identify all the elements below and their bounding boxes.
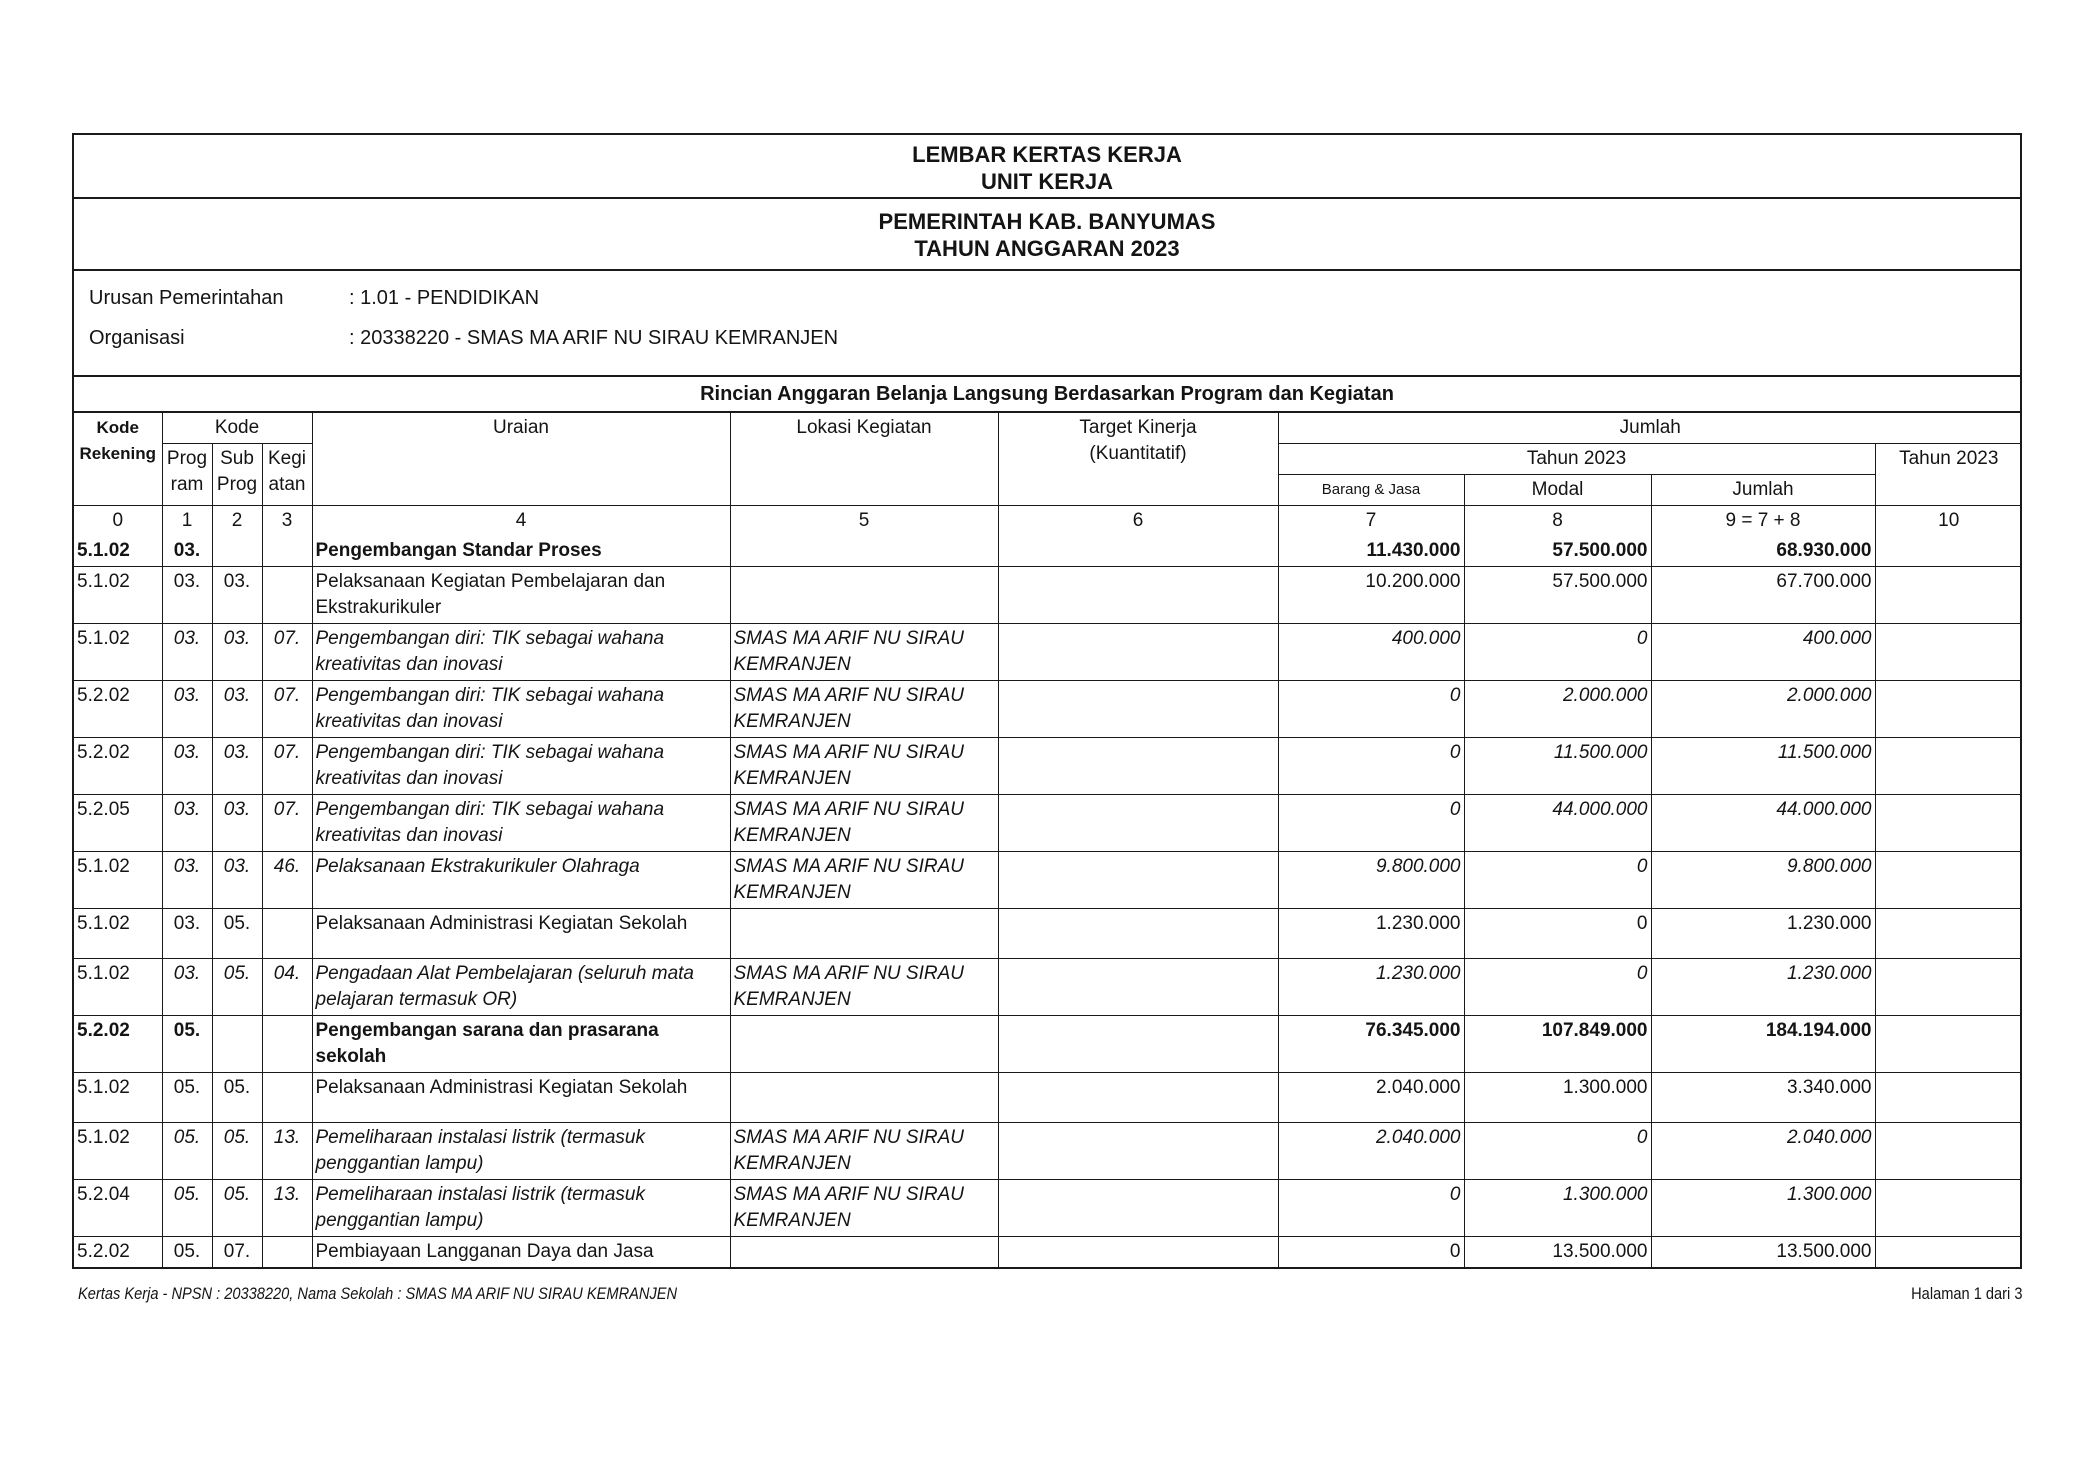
cell-modal: 1.300.000 xyxy=(1464,1073,1651,1123)
col-number: 0 xyxy=(74,506,162,537)
cell-lokasi: SMAS MA ARIF NU SIRAU KEMRANJEN xyxy=(730,738,998,795)
cell-kegiatan: 07. xyxy=(262,738,312,795)
cell-uraian: Pelaksanaan Ekstrakurikuler Olahraga xyxy=(312,852,730,909)
cell-program: 03. xyxy=(162,909,212,959)
col-program: Prog ram xyxy=(162,444,212,506)
cell-jumlah: 3.340.000 xyxy=(1651,1073,1875,1123)
cell-target xyxy=(998,536,1278,567)
cell-jumlah: 68.930.000 xyxy=(1651,536,1875,567)
cell-kode-rekening: 5.1.02 xyxy=(74,1123,162,1180)
cell-sub-program xyxy=(212,1016,262,1073)
cell-uraian: Pengembangan sarana dan prasarana sekolah xyxy=(312,1016,730,1073)
col-tahun: Tahun 2023 xyxy=(1278,444,1875,475)
cell-kegiatan xyxy=(262,1016,312,1073)
cell-lokasi: SMAS MA ARIF NU SIRAU KEMRANJEN xyxy=(730,1123,998,1180)
table-row xyxy=(74,1237,2022,1268)
col-number: 8 xyxy=(1464,506,1651,537)
cell-tahun-next xyxy=(1875,681,2022,738)
cell-tahun-next xyxy=(1875,1123,2022,1180)
cell-uraian: Pengembangan diri: TIK sebagai wahana kreativitas dan inovasi xyxy=(312,738,730,795)
cell-uraian: Pelaksanaan Kegiatan Pembelajaran dan Ekstrakurikuler xyxy=(312,567,730,624)
cell-tahun-next xyxy=(1875,795,2022,852)
table-row xyxy=(74,1123,2022,1180)
header-fiscal-year: TAHUN ANGGARAN 2023 xyxy=(914,236,1180,261)
cell-jumlah: 1.300.000 xyxy=(1651,1180,1875,1237)
col-number: 4 xyxy=(312,506,730,537)
column-number-row xyxy=(74,506,2022,537)
col-modal: Modal xyxy=(1464,475,1651,506)
header-government: PEMERINTAH KAB. BANYUMAS xyxy=(878,209,1216,234)
col-jumlah: Jumlah xyxy=(1278,413,2022,444)
col-kode: Kode xyxy=(162,413,312,444)
cell-barang-jasa: 2.040.000 xyxy=(1278,1073,1464,1123)
cell-kode-rekening: 5.2.02 xyxy=(74,1016,162,1073)
cell-uraian: Pengembangan diri: TIK sebagai wahana kreativitas dan inovasi xyxy=(312,681,730,738)
cell-sub-program: 03. xyxy=(212,795,262,852)
cell-barang-jasa: 1.230.000 xyxy=(1278,909,1464,959)
cell-lokasi xyxy=(730,536,998,567)
cell-kegiatan xyxy=(262,536,312,567)
cell-program: 03. xyxy=(162,795,212,852)
cell-jumlah: 2.040.000 xyxy=(1651,1123,1875,1180)
col-number: 7 xyxy=(1278,506,1464,537)
cell-uraian: Pemeliharaan instalasi listrik (termasuk penggantian lampu) xyxy=(312,1123,730,1180)
cell-jumlah: 1.230.000 xyxy=(1651,909,1875,959)
cell-kode-rekening: 5.1.02 xyxy=(74,536,162,567)
cell-barang-jasa: 0 xyxy=(1278,681,1464,738)
cell-uraian: Pengembangan diri: TIK sebagai wahana kreativitas dan inovasi xyxy=(312,795,730,852)
cell-barang-jasa: 9.800.000 xyxy=(1278,852,1464,909)
cell-target xyxy=(998,1123,1278,1180)
table-row xyxy=(74,536,2022,567)
cell-kode-rekening: 5.2.02 xyxy=(74,681,162,738)
cell-program: 05. xyxy=(162,1073,212,1123)
cell-modal: 57.500.000 xyxy=(1464,536,1651,567)
cell-uraian: Pembiayaan Langganan Daya dan Jasa xyxy=(312,1237,730,1268)
meta-organisasi-label: Organisasi xyxy=(89,327,185,349)
cell-jumlah: 1.230.000 xyxy=(1651,959,1875,1016)
cell-jumlah: 67.700.000 xyxy=(1651,567,1875,624)
cell-sub-program: 03. xyxy=(212,681,262,738)
cell-modal: 0 xyxy=(1464,852,1651,909)
cell-jumlah: 44.000.000 xyxy=(1651,795,1875,852)
cell-sub-program: 03. xyxy=(212,852,262,909)
cell-kode-rekening: 5.1.02 xyxy=(74,959,162,1016)
cell-barang-jasa: 0 xyxy=(1278,738,1464,795)
col-number: 9 = 7 + 8 xyxy=(1651,506,1875,537)
cell-lokasi: SMAS MA ARIF NU SIRAU KEMRANJEN xyxy=(730,1180,998,1237)
cell-tahun-next xyxy=(1875,959,2022,1016)
cell-modal: 13.500.000 xyxy=(1464,1237,1651,1268)
cell-kegiatan xyxy=(262,909,312,959)
cell-kegiatan xyxy=(262,1073,312,1123)
cell-program: 03. xyxy=(162,681,212,738)
cell-tahun-next xyxy=(1875,536,2022,567)
table-row xyxy=(74,959,2022,1016)
cell-sub-program: 07. xyxy=(212,1237,262,1268)
cell-uraian: Pengembangan diri: TIK sebagai wahana kreativitas dan inovasi xyxy=(312,624,730,681)
table-row xyxy=(74,1180,2022,1237)
cell-barang-jasa: 1.230.000 xyxy=(1278,959,1464,1016)
cell-program: 03. xyxy=(162,567,212,624)
cell-sub-program: 03. xyxy=(212,567,262,624)
cell-kegiatan: 13. xyxy=(262,1180,312,1237)
cell-jumlah: 184.194.000 xyxy=(1651,1016,1875,1073)
page-number: Halaman 1 dari 3 xyxy=(1910,1284,2022,1303)
cell-kode-rekening: 5.1.02 xyxy=(74,909,162,959)
cell-jumlah: 400.000 xyxy=(1651,624,1875,681)
cell-kegiatan xyxy=(262,567,312,624)
table-title: Rincian Anggaran Belanja Langsung Berdasarkan Program dan Kegiatan xyxy=(74,377,2020,413)
meta-urusan-label: Urusan Pemerintahan xyxy=(89,287,284,309)
cell-lokasi xyxy=(730,567,998,624)
cell-kode-rekening: 5.1.02 xyxy=(74,852,162,909)
cell-modal: 0 xyxy=(1464,909,1651,959)
cell-modal: 0 xyxy=(1464,1123,1651,1180)
cell-modal: 0 xyxy=(1464,959,1651,1016)
cell-kode-rekening: 5.2.05 xyxy=(74,795,162,852)
cell-lokasi: SMAS MA ARIF NU SIRAU KEMRANJEN xyxy=(730,624,998,681)
cell-program: 03. xyxy=(162,536,212,567)
cell-kegiatan: 07. xyxy=(262,624,312,681)
cell-barang-jasa: 76.345.000 xyxy=(1278,1016,1464,1073)
table-header xyxy=(74,413,2022,536)
worksheet xyxy=(72,133,2022,1269)
header-block-1 xyxy=(74,135,2020,199)
table-row xyxy=(74,624,2022,681)
cell-kegiatan: 13. xyxy=(262,1123,312,1180)
meta-urusan-value: : 1.01 - PENDIDIKAN xyxy=(349,287,540,309)
cell-tahun-next xyxy=(1875,852,2022,909)
cell-target xyxy=(998,852,1278,909)
cell-lokasi xyxy=(730,1016,998,1073)
table-row xyxy=(74,795,2022,852)
meta-block xyxy=(74,271,2020,377)
cell-kode-rekening: 5.1.02 xyxy=(74,624,162,681)
cell-tahun-next xyxy=(1875,738,2022,795)
cell-target xyxy=(998,567,1278,624)
col-number: 10 xyxy=(1875,506,2022,537)
col-target-line1: Target Kinerja xyxy=(1079,417,1197,438)
col-tahun-next: Tahun 2023 xyxy=(1875,444,2022,506)
table-row xyxy=(74,567,2022,624)
cell-program: 05. xyxy=(162,1016,212,1073)
cell-kode-rekening: 5.1.02 xyxy=(74,567,162,624)
col-kegiatan: Kegi atan xyxy=(262,444,312,506)
cell-modal: 107.849.000 xyxy=(1464,1016,1651,1073)
cell-modal: 57.500.000 xyxy=(1464,567,1651,624)
cell-modal: 0 xyxy=(1464,624,1651,681)
cell-target xyxy=(998,1237,1278,1268)
col-lokasi: Lokasi Kegiatan xyxy=(730,413,998,506)
table-body xyxy=(74,536,2022,1267)
cell-tahun-next xyxy=(1875,567,2022,624)
cell-sub-program: 03. xyxy=(212,624,262,681)
col-barang-jasa: Barang & Jasa xyxy=(1278,475,1464,506)
cell-target xyxy=(998,795,1278,852)
cell-modal: 44.000.000 xyxy=(1464,795,1651,852)
cell-barang-jasa: 400.000 xyxy=(1278,624,1464,681)
cell-uraian: Pelaksanaan Administrasi Kegiatan Sekolah xyxy=(312,909,730,959)
cell-barang-jasa: 0 xyxy=(1278,1237,1464,1268)
cell-modal: 11.500.000 xyxy=(1464,738,1651,795)
table-row xyxy=(74,1016,2022,1073)
col-uraian: Uraian xyxy=(312,413,730,506)
cell-modal: 1.300.000 xyxy=(1464,1180,1651,1237)
cell-kegiatan xyxy=(262,1237,312,1268)
col-number: 2 xyxy=(212,506,262,537)
cell-sub-program: 03. xyxy=(212,738,262,795)
cell-program: 05. xyxy=(162,1237,212,1268)
cell-kode-rekening: 5.2.02 xyxy=(74,1237,162,1268)
cell-target xyxy=(998,681,1278,738)
cell-target xyxy=(998,624,1278,681)
cell-lokasi: SMAS MA ARIF NU SIRAU KEMRANJEN xyxy=(730,959,998,1016)
cell-sub-program xyxy=(212,536,262,567)
cell-sub-program: 05. xyxy=(212,1180,262,1237)
col-number: 3 xyxy=(262,506,312,537)
cell-lokasi: SMAS MA ARIF NU SIRAU KEMRANJEN xyxy=(730,681,998,738)
cell-program: 05. xyxy=(162,1123,212,1180)
cell-sub-program: 05. xyxy=(212,1073,262,1123)
budget-table xyxy=(74,413,2022,1267)
col-target-line2: (Kuantitatif) xyxy=(1089,443,1187,464)
table-row xyxy=(74,852,2022,909)
cell-uraian: Pemeliharaan instalasi listrik (termasuk penggantian lampu) xyxy=(312,1180,730,1237)
cell-tahun-next xyxy=(1875,1180,2022,1237)
cell-target xyxy=(998,1073,1278,1123)
cell-program: 03. xyxy=(162,738,212,795)
table-row xyxy=(74,909,2022,959)
cell-tahun-next xyxy=(1875,909,2022,959)
cell-barang-jasa: 10.200.000 xyxy=(1278,567,1464,624)
col-kode-rekening: Kode Rekening xyxy=(74,413,162,506)
cell-program: 03. xyxy=(162,959,212,1016)
header-block-2 xyxy=(74,199,2020,271)
cell-uraian: Pengembangan Standar Proses xyxy=(312,536,730,567)
meta-organisasi-value: : 20338220 - SMAS MA ARIF NU SIRAU KEMRANJEN xyxy=(349,327,839,349)
col-target xyxy=(998,413,1278,506)
cell-lokasi xyxy=(730,909,998,959)
header-title: LEMBAR KERTAS KERJA xyxy=(912,142,1182,167)
table-row xyxy=(74,738,2022,795)
cell-lokasi xyxy=(730,1237,998,1268)
cell-tahun-next xyxy=(1875,1073,2022,1123)
cell-jumlah: 2.000.000 xyxy=(1651,681,1875,738)
cell-barang-jasa: 11.430.000 xyxy=(1278,536,1464,567)
col-sub-program: Sub Prog xyxy=(212,444,262,506)
cell-target xyxy=(998,1016,1278,1073)
cell-kode-rekening: 5.2.02 xyxy=(74,738,162,795)
col-jumlah-sub: Jumlah xyxy=(1651,475,1875,506)
cell-barang-jasa: 0 xyxy=(1278,795,1464,852)
cell-uraian: Pelaksanaan Administrasi Kegiatan Sekolah xyxy=(312,1073,730,1123)
cell-target xyxy=(998,959,1278,1016)
header-subtitle: UNIT KERJA xyxy=(980,169,1113,194)
cell-program: 03. xyxy=(162,852,212,909)
cell-target xyxy=(998,909,1278,959)
cell-jumlah: 9.800.000 xyxy=(1651,852,1875,909)
cell-tahun-next xyxy=(1875,1237,2022,1268)
cell-jumlah: 11.500.000 xyxy=(1651,738,1875,795)
footer-note: Kertas Kerja - NPSN : 20338220, Nama Sekolah : SMAS MA ARIF NU SIRAU KEMRANJEN xyxy=(78,1284,678,1303)
col-number: 5 xyxy=(730,506,998,537)
cell-kegiatan: 07. xyxy=(262,681,312,738)
cell-target xyxy=(998,1180,1278,1237)
cell-lokasi: SMAS MA ARIF NU SIRAU KEMRANJEN xyxy=(730,795,998,852)
cell-target xyxy=(998,738,1278,795)
cell-sub-program: 05. xyxy=(212,1123,262,1180)
cell-jumlah: 13.500.000 xyxy=(1651,1237,1875,1268)
cell-barang-jasa: 2.040.000 xyxy=(1278,1123,1464,1180)
cell-kegiatan: 46. xyxy=(262,852,312,909)
cell-modal: 2.000.000 xyxy=(1464,681,1651,738)
table-row xyxy=(74,1073,2022,1123)
cell-program: 03. xyxy=(162,624,212,681)
meta-organisasi xyxy=(89,327,838,350)
cell-tahun-next xyxy=(1875,624,2022,681)
cell-kode-rekening: 5.1.02 xyxy=(74,1073,162,1123)
cell-lokasi: SMAS MA ARIF NU SIRAU KEMRANJEN xyxy=(730,852,998,909)
cell-program: 05. xyxy=(162,1180,212,1237)
cell-uraian: Pengadaan Alat Pembelajaran (seluruh mata pelajaran termasuk OR) xyxy=(312,959,730,1016)
cell-kode-rekening: 5.2.04 xyxy=(74,1180,162,1237)
table-row xyxy=(74,681,2022,738)
col-number: 6 xyxy=(998,506,1278,537)
cell-sub-program: 05. xyxy=(212,959,262,1016)
cell-sub-program: 05. xyxy=(212,909,262,959)
col-number: 1 xyxy=(162,506,212,537)
cell-barang-jasa: 0 xyxy=(1278,1180,1464,1237)
meta-urusan xyxy=(89,287,539,310)
cell-tahun-next xyxy=(1875,1016,2022,1073)
cell-lokasi xyxy=(730,1073,998,1123)
cell-kegiatan: 04. xyxy=(262,959,312,1016)
cell-kegiatan: 07. xyxy=(262,795,312,852)
